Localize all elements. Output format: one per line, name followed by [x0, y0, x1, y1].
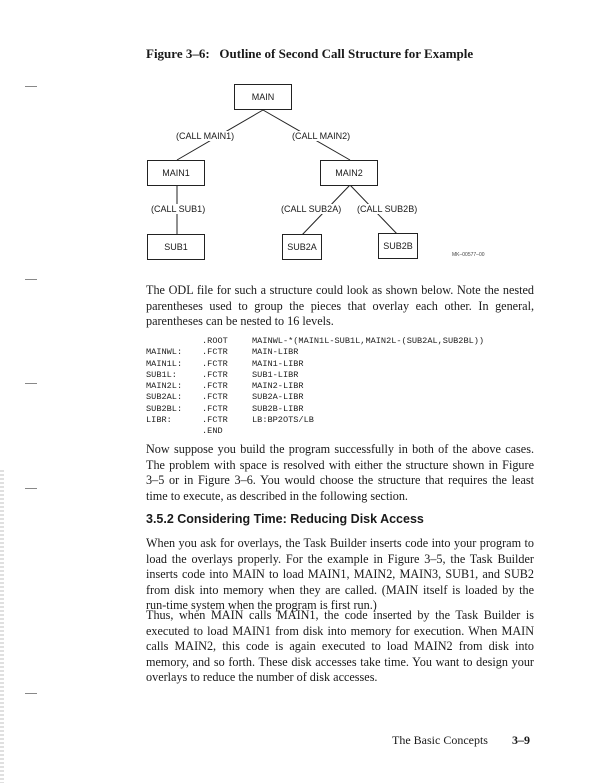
code-directive: .FCTR	[202, 403, 228, 414]
section-heading: 3.5.2 Considering Time: Reducing Disk Access	[146, 512, 424, 526]
edge-label-call-main2: (CALL MAIN2)	[292, 131, 351, 141]
code-value: MAIN2-LIBR	[252, 381, 304, 392]
code-line	[146, 415, 484, 426]
code-directive: .FCTR	[202, 381, 228, 392]
edge-label-call-sub2a: (CALL SUB2A)	[281, 204, 342, 214]
paragraph-odl-intro: The ODL file for such a structure could look as shown below. Note the nested parentheses used to group the pieces that overlay each other. In general, parentheses can be nested to 16 levels.	[146, 283, 534, 328]
code-directive: .FCTR	[202, 369, 228, 380]
paragraph-overlays: When you ask for overlays, the Task Builder inserts code into your program to load the overlays properly. For the example in Figure 3–5, the Task Builder inserts code into MAIN to load MAIN1, MAIN2, MAIN3, SUB1, and SUB2 from disk into memory when they are called. (MAIN itself is loaded by the run-time system when the program is first run.)	[146, 536, 534, 612]
figure-id: MK–00577–00	[452, 252, 485, 258]
margin-mark	[25, 279, 37, 280]
code-line	[146, 381, 484, 392]
code-directive: .FCTR	[202, 392, 228, 403]
code-value: SUB2B-LIBR	[252, 403, 304, 414]
code-label: MAINWL:	[146, 347, 183, 358]
code-label: SUB2AL:	[146, 392, 183, 403]
code-label	[146, 336, 202, 347]
code-line	[146, 336, 484, 347]
code-directive: .ROOT	[202, 336, 228, 346]
node-main2: MAIN2	[320, 160, 378, 186]
node-sub2b: SUB2B	[378, 233, 418, 259]
code-line	[146, 347, 484, 358]
code-label: MAIN2L:	[146, 381, 183, 392]
code-label: MAIN1L:	[146, 358, 183, 369]
code-line	[146, 426, 484, 437]
node-sub2a: SUB2A	[282, 234, 322, 260]
code-label	[146, 426, 202, 437]
code-label: LIBR:	[146, 415, 172, 426]
margin-mark	[25, 383, 37, 384]
code-value: SUB2A-LIBR	[252, 392, 304, 403]
paragraph-thus: Thus, when MAIN calls MAIN1, the code inserted by the Task Builder is executed to load MAIN1 from disk into memory for execution. When MAIN calls MAIN2, this code is again executed to load MAIN2 from disk into memory, and so forth. These disk accesses take time. You want to design your overlays to reduce the number of disk accesses.	[146, 608, 534, 684]
code-value: SUB1-LIBR	[252, 369, 299, 380]
node-main: MAIN	[234, 84, 292, 110]
paragraph-build-success: Now suppose you build the program successfully in both of the above cases. The problem with space is resolved with either the structure shown in Figure 3–5 or in Figure 3–6. You would choose the structure that requires the least time to execute, as described in the following section.	[146, 442, 534, 503]
footer-page-number: 3–9	[512, 733, 530, 747]
code-label: SUB1L:	[146, 369, 177, 380]
binding-edge	[0, 470, 4, 783]
code-line	[146, 359, 484, 370]
code-line	[146, 404, 484, 415]
margin-mark	[25, 488, 37, 489]
code-directive: .FCTR	[202, 347, 228, 358]
code-directive: .FCTR	[202, 415, 228, 426]
edge-label-call-sub1: (CALL SUB1)	[151, 204, 206, 214]
node-main1: MAIN1	[147, 160, 205, 186]
node-sub1: SUB1	[147, 234, 205, 260]
code-directive: .FCTR	[202, 358, 228, 369]
odl-code-listing	[146, 336, 484, 438]
code-value: LB:BP2OTS/LB	[252, 415, 314, 426]
code-value: MAIN1-LIBR	[252, 358, 304, 369]
code-value: MAINWL-*(MAIN1L-SUB1L,MAIN2L-(SUB2AL,SUB2BL))	[252, 336, 485, 346]
code-value: MAIN-LIBR	[252, 347, 299, 358]
footer-chapter-title: The Basic Concepts	[392, 733, 488, 747]
code-line	[146, 392, 484, 403]
margin-mark	[25, 693, 37, 694]
edge-label-call-main1: (CALL MAIN1)	[176, 131, 235, 141]
edge-label-call-sub2b: (CALL SUB2B)	[357, 204, 418, 214]
code-directive: .END	[202, 426, 223, 437]
figure-title: Figure 3–6: Outline of Second Call Structure for Example	[146, 46, 474, 61]
code-line	[146, 370, 484, 381]
code-label: SUB2BL:	[146, 403, 183, 414]
call-structure-diagram	[0, 0, 604, 270]
